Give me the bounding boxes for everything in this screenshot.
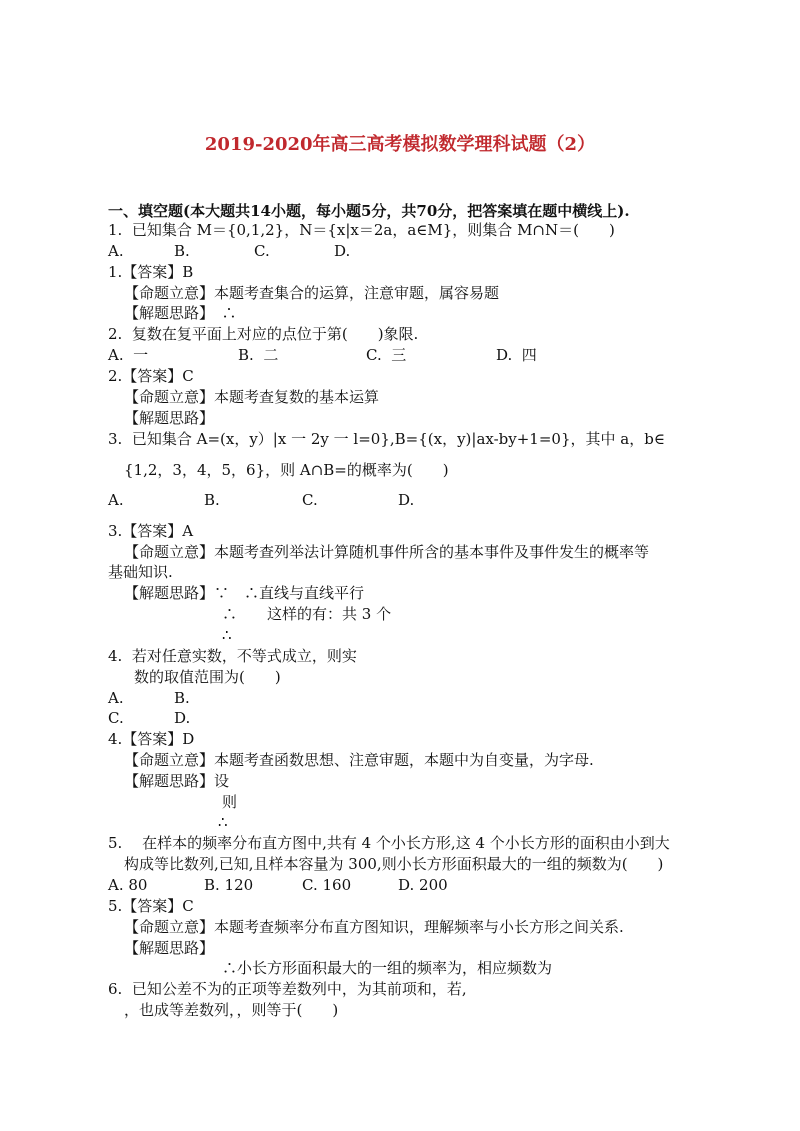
- question-stem: 1. 已知集合 M＝{0,1,2}，N＝{x|x＝2a，a∈M}，则集合 M∩N＝( ): [108, 221, 615, 239]
- solution-line: 【解题思路】: [124, 409, 215, 427]
- solution-line-cont: ∴: [222, 626, 232, 644]
- question-stem: 5. 在样本的频率分布直方图中,共有 4 个小长方形,这 4 个小长方形的面积由小到大: [108, 834, 670, 852]
- option-b: B.: [174, 242, 190, 260]
- option-c: C.: [254, 242, 270, 260]
- intent-line: 【命题立意】本题考查函数思想、注意审题，本题中为自变量，为字母.: [124, 751, 594, 769]
- option-c: C. 三: [366, 346, 407, 364]
- solution-line: 【解题思路】∵ ∴直线与直线平行: [124, 584, 365, 602]
- question-stem-cont: {1,2，3，4，5，6}，则 A∩B=的概率为( ): [124, 461, 449, 479]
- answer-line: 5.【答案】C: [108, 897, 194, 915]
- answer-line: 1.【答案】B: [108, 263, 194, 281]
- option-a: A. 一: [108, 346, 149, 364]
- answer-line: 3.【答案】A: [108, 522, 194, 540]
- option-a: A.: [108, 242, 124, 260]
- question-stem-cont: 构成等比数列,已知,且样本容量为 300,则小长方形面积最大的一组的频数为( ): [124, 855, 664, 873]
- solution-line-cont: ∴ 这样的有：共 3 个: [222, 605, 392, 623]
- question-stem: 3. 已知集合 A=(x，y）|x 一 2y 一 l=0},B={(x，y)|ax-by+1=0}，其中 a，b∈: [108, 430, 665, 448]
- option-c: C.: [302, 491, 318, 509]
- question-stem: 2. 复数在复平面上对应的点位于第( )象限.: [108, 325, 419, 343]
- intent-line: 【命题立意】本题考查频率分布直方图知识，理解频率与小长方形之间关系.: [124, 918, 624, 936]
- option-b: B.: [174, 689, 190, 707]
- option-a: A.: [108, 491, 124, 509]
- option-a: A. 80: [108, 876, 148, 894]
- option-b: B.: [204, 491, 220, 509]
- solution-line-cont: ∴小长方形面积最大的一组的频率为，相应频数为: [222, 959, 553, 977]
- intent-line: 【命题立意】本题考查列举法计算随机事件所含的基本事件及事件发生的概率等: [124, 543, 650, 561]
- option-d: D. 四: [496, 346, 537, 364]
- question-stem: 6. 已知公差不为的正项等差数列中，为其前项和，若,: [108, 980, 467, 998]
- option-b: B. 二: [238, 346, 279, 364]
- answer-line: 2.【答案】C: [108, 367, 194, 385]
- solution-line: 【解题思路】: [124, 939, 215, 957]
- option-c: C.: [108, 709, 124, 727]
- option-b: B. 120: [204, 876, 254, 894]
- intent-line: 【命题立意】本题考查集合的运算，注意审题，属容易题: [124, 284, 500, 302]
- page-title: 2019-2020年高三高考模拟数学理科试题（2）: [204, 134, 596, 155]
- intent-line-cont: 基础知识.: [108, 563, 173, 581]
- option-d: D. 200: [398, 876, 448, 894]
- option-d: D.: [174, 709, 191, 727]
- section-heading: 一、填空题(本大题共14小题，每小题5分，共70分，把答案填在题中横线上).: [108, 202, 630, 220]
- intent-line: 【命题立意】本题考查复数的基本运算: [124, 388, 380, 406]
- option-a: A.: [108, 689, 124, 707]
- question-stem: 4. 若对任意实数，不等式成立，则实: [108, 647, 357, 665]
- option-c: C. 160: [302, 876, 352, 894]
- question-stem-cont: ，也成等差数列，，则等于( ): [124, 1001, 339, 1019]
- option-d: D.: [398, 491, 415, 509]
- solution-line-cont: ∴: [218, 813, 228, 831]
- solution-line-cont: 则: [222, 793, 238, 811]
- solution-line: 【解题思路】 ∴: [124, 304, 237, 322]
- answer-line: 4.【答案】D: [108, 730, 195, 748]
- question-stem-cont: 数的取值范围为( ): [134, 668, 281, 686]
- solution-line: 【解题思路】设: [124, 772, 230, 790]
- option-d: D.: [334, 242, 351, 260]
